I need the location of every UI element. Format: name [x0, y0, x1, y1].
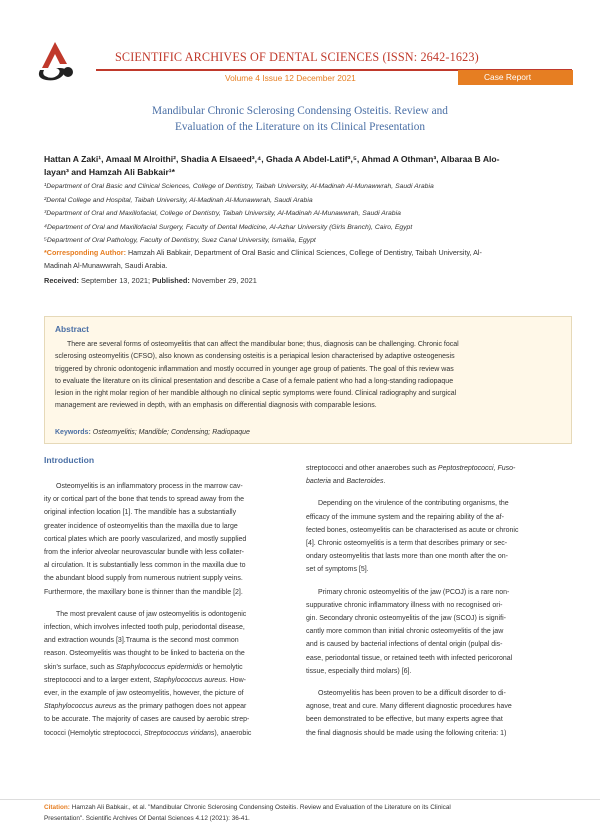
authors-line: layan³ and Hamzah Ali Babkair¹*	[44, 167, 176, 177]
text-line: and extraction wounds [3].Trauma is the second most common	[44, 637, 239, 645]
text-line: from the inferior alveolar neurovascular bundle with less collater-	[44, 549, 244, 557]
text-line: reason. Osteomyelitis was thought to be linked to bacteria on the	[44, 650, 245, 658]
journal-title: SCIENTIFIC ARCHIVES OF DENTAL SCIENCES (ISSN: 2642-1623)	[115, 50, 479, 64]
received-date: September 13, 2021;	[80, 276, 151, 285]
text-line: Osteomyelitis has been proven to be a difficult disorder to di-	[318, 690, 506, 698]
author-list	[44, 153, 564, 179]
text-line: cortical plates which are poorly vascularized, and mostly supplied	[44, 535, 247, 543]
section-heading-introduction: Introduction	[44, 455, 95, 465]
text-line: tissue, especially third molars) [6].	[306, 667, 412, 675]
article-type-badge: Case Report	[458, 70, 573, 85]
text-line: the abundant blood supply from numerous nutrient supply veins.	[44, 575, 243, 583]
text-line: al circulation. It is substantially less common in the maxilla due to	[44, 562, 246, 570]
right-column	[306, 462, 556, 749]
text-line: set of symptoms [5].	[306, 566, 369, 574]
abstract-line: There are several forms of osteomyelitis that can affect the mandibular bone; thus, diagnosis can be challenging. Chronic focal	[67, 341, 459, 348]
text-line: agnose, treat and cure. Many different diagnostic procedures have	[306, 703, 512, 711]
text-line: Depending on the virulence of the contributing organisms, the	[318, 500, 509, 508]
abstract-line: sclerosing osteomyelitis (CFSO), also known as condensing osteitis is a periapical lesion characterised by adaptive osteogenesis	[55, 353, 455, 361]
text-line: infection, which involves infected tooth pulp, periodontal disease,	[44, 624, 245, 632]
text-line: greater incidence of osteomyelitis than the maxilla due to large	[44, 522, 238, 530]
affiliation: ¹Department of Oral Basic and Clinical Sciences, College of Dentistry, Taibah University, Al-Madinah Al-Munawwrah, Saudi Arabia	[44, 183, 434, 190]
text-line: streptococci and to a larger extent, Staphylococcus aureus. How-	[44, 676, 246, 684]
text-line: to be accurate. The majority of cases are caused by aerobic strep-	[44, 716, 250, 724]
left-column	[44, 480, 294, 749]
abstract-text	[55, 339, 563, 413]
title-line: Mandibular Chronic Sclerosing Condensing Osteitis. Review and	[152, 105, 448, 117]
text-line: ondary osteomyelitis that lasts more than one month after the on-	[306, 553, 508, 561]
text-line: suppurative chronic inflammatory illness with no recognised ori-	[306, 601, 503, 609]
text-line: Staphylococcus aureus as the primary pathogen does not appear	[44, 703, 247, 711]
paragraph	[44, 608, 294, 740]
text-line: streptococci and other anaerobes such as Peptostreptococci, Fuso-	[306, 465, 516, 472]
journal-logo-icon	[34, 40, 76, 84]
text-line: the final diagnosis should be made using the following criteria: 1)	[306, 729, 507, 737]
citation	[44, 802, 574, 824]
keywords	[55, 429, 250, 436]
paragraph	[306, 687, 556, 740]
text-line: Furthermore, the maxillary bone is thinner than the mandible [2].	[44, 588, 243, 596]
abstract-line: to evaluate the literature on its clinical presentation and describe a Case of a female patient who had a long-standing radiopaque	[55, 377, 454, 385]
title-line: Evaluation of the Literature on its Clinical Presentation	[174, 121, 426, 133]
text-line: and is caused by bacterial infections of dental origin (pulpal dis-	[306, 641, 503, 649]
paragraph	[306, 497, 556, 576]
abstract-line: management are reviewed in depth, with an emphasis on differential diagnosis with comparable lesions.	[55, 402, 377, 410]
paragraph	[44, 480, 294, 599]
text-line: ever, in the example of jaw osteomyelitis, however, the picture of	[44, 690, 244, 698]
volume-issue: Volume 4 Issue 12 December 2021	[225, 73, 356, 83]
affiliation: ³Department of Oral and Maxillofacial, College of Dentistry, Taibah University, Al-Madinah Al-Munawwrah, Saudi Arabia	[44, 210, 401, 217]
citation-text: Presentation". Scientific Archives Of Dental Sciences 4.12 (2021): 36-41.	[44, 815, 250, 822]
article-dates	[44, 276, 257, 285]
text-line: fected bones, osteomyelitis can be characterised as acute or chronic	[306, 526, 519, 534]
citation-label: Citation:	[44, 804, 70, 811]
affiliations	[44, 180, 564, 248]
text-line: Primary chronic osteomyelitis of the jaw (PCOJ) is a rare non-	[318, 588, 510, 596]
abstract-line: triggered by chronic odontogenic inflammation and mostly occurred in younger age group of patients. The goal of this review was	[55, 365, 454, 373]
paragraph	[306, 462, 556, 488]
article-title	[100, 103, 500, 135]
text-line: ity or cortical part of the bone that tends to spread away from the	[44, 496, 244, 504]
abstract-box	[44, 316, 572, 444]
text-line: gin. Secondary chronic osteomyelitis of the jaw (SCOJ) is signifi-	[306, 615, 506, 623]
citation-text: Hamzah Ali Babkair., et al. "Mandibular Chronic Sclerosing Condensing Osteitis. Review and Evaluation of the Literature on its Clinical	[71, 804, 451, 811]
text-line: efficacy of the immune system and the repairing ability of the af-	[306, 513, 504, 521]
corresponding-author	[44, 247, 564, 272]
corresponding-text: Madinah Al-Munawwrah, Saudi Arabia.	[44, 260, 168, 270]
text-line: ease, periodontal tissue, or retained teeth with infected pericoronal	[306, 654, 513, 662]
published-label: Published:	[152, 276, 190, 285]
text-line: tococci (Hemolytic streptococci, Streptococcus viridans), anaerobic	[44, 729, 252, 737]
keywords-value: Osteomyelitis; Mandible; Condensing; Radiopaque	[92, 429, 250, 436]
text-line: original infection location [1]. The mandible has a substantially	[44, 509, 237, 517]
keywords-label: Keywords:	[55, 429, 91, 436]
affiliation: ⁵Department of Oral Pathology, Faculty of Dentistry, Suez Canal University, Ismailia, Egypt	[44, 237, 316, 244]
abstract-line: lesion in the right molar region of her mandible although no clinical septic symptoms were found. Clinical radiography and surgical	[55, 390, 457, 398]
affiliation: ⁴Department of Oral and Maxillofacial Surgery, Faculty of Dental Medicine, Al-Azhar University (Girls Branch), Cairo, Egypt	[44, 223, 413, 231]
corresponding-label: *Corresponding Author:	[44, 248, 126, 257]
text-line: The most prevalent cause of jaw osteomyelitis is odontogenic	[56, 610, 247, 618]
abstract-heading: Abstract	[55, 324, 89, 334]
affiliation: ²Dental College and Hospital, Taibah University, Al-Madinah Al-Munawwrah, Saudi Arabia	[44, 196, 313, 204]
received-label: Received:	[44, 276, 79, 285]
corresponding-text: Hamzah Ali Babkair, Department of Oral Basic and Clinical Sciences, College of Dentistry, Taibah University, Al-	[127, 248, 482, 257]
footer-divider	[0, 799, 600, 800]
authors-line: Hattan A Zaki¹, Amaal M Alroithi², Shadia A Elsaeed³,⁴, Ghada A Abdel-Latif³,⁵, Ahmad A Othman³, Albaraa B Alo-	[44, 154, 500, 164]
published-date: November 29, 2021	[191, 276, 257, 285]
text-line: been demonstrated to be effective, but many experts agree that	[306, 716, 503, 724]
paragraph	[306, 586, 556, 678]
text-line: bacteria and Bacteroides.	[306, 478, 386, 486]
text-line: Osteomyelitis is an inflammatory process in the marrow cav-	[56, 483, 243, 490]
text-line: skin's surface, such as Staphylococcus epidermidis or hemolytic	[44, 663, 243, 671]
text-line: [4]. Chronic osteomyelitis is a term that describes primary or sec-	[306, 540, 508, 548]
text-line: cantly more common than initial chronic osteomyelitis of the jaw	[306, 628, 504, 636]
